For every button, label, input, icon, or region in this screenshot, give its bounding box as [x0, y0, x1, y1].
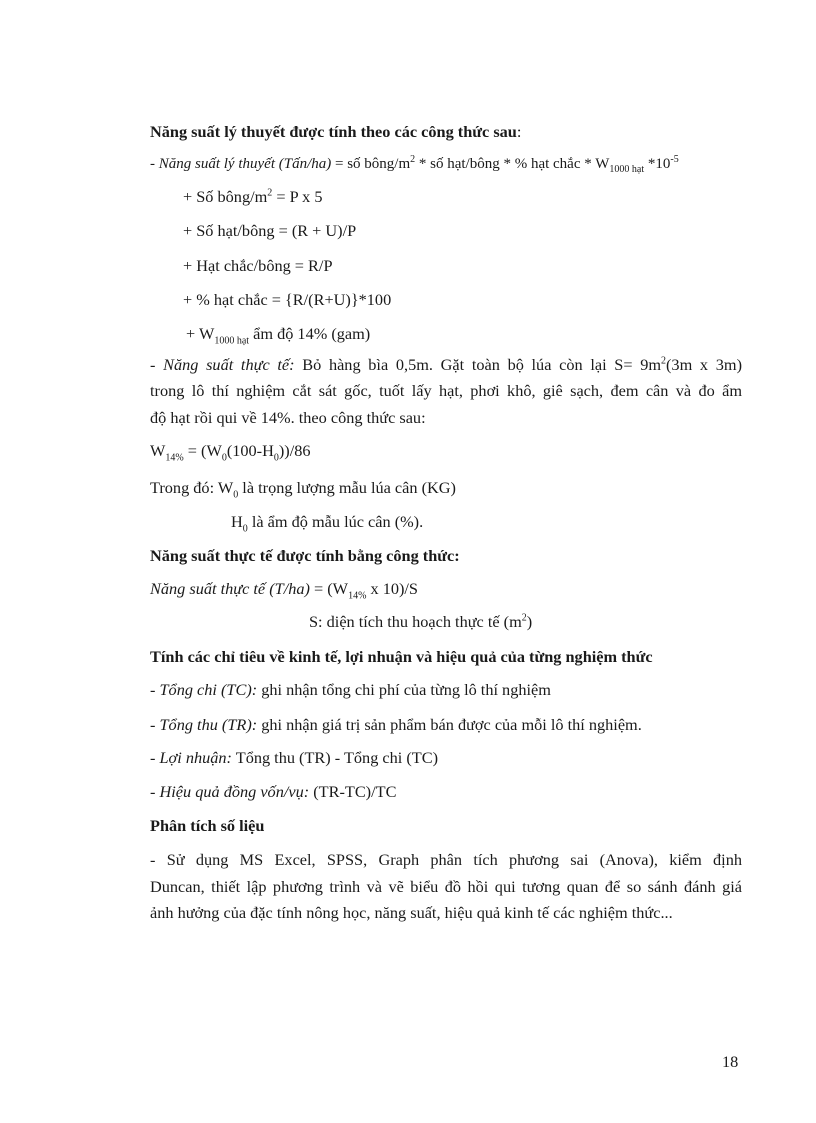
item-percent-filled: + % hạt chắc = {R/(R+U)}*100 [183, 290, 392, 309]
item-w1000: + $W_{1000 hạt}$ ẩm độ 14% (gam) [186, 324, 371, 347]
item-panicles-per-m2: + Số bông/$m^2 = P$ x 5 [183, 187, 323, 206]
item-total-revenue: - Tổng thu (TR): ghi nhận giá trị sản phẩm bán được của mỗi lô thí nghiệm. [150, 715, 642, 734]
item-profit: - Lợi nhuận: Tổng thu (TR) - Tổng chi (TC) [150, 748, 439, 767]
heading-data-analysis: Phân tích số liệu [150, 816, 265, 835]
item-filled-grains: + Hạt chắc/bông = R/P [183, 256, 333, 275]
heading-economic-indicators: Tính các chỉ tiêu về kinh tế, lợi nhuận và hiệu quả của từng nghiệm thức [150, 647, 653, 666]
paragraph-analysis-line1: - Sử dụng MS Excel, SPSS, Graph phân tích phương sai (Anova), kiểm định [150, 850, 742, 869]
item-grains-per-panicle: + Số hạt/bông = (R + U)/P [183, 221, 357, 240]
paragraph-actual-yield-line1: - Năng suất thực tế: Bỏ hàng bìa 0,5m. Gặt toàn bộ lúa còn lại $S= 9m^2(3m$ x 3m) [150, 355, 742, 374]
formula-theoretical-yield: - Năng suất lý thuyết (Tấn/ha) = số bông/$m^2$ * số hạt/bông * % hạt chắc * $W_{1000 hạt}$ $*10^{-5}$ [150, 154, 679, 175]
paragraph-actual-yield-line2: trong lô thí nghiệm cắt sát gốc, tuốt lấy hạt, phơi khô, giê sạch, đem cân và đo ẩm [150, 381, 742, 400]
formula-area-definition: S: diện tích thu hoạch thực tế $(m^2)$ [309, 612, 533, 631]
heading-actual-yield: Năng suất thực tế được tính bằng công thức: [150, 546, 460, 565]
page-number: 18 [722, 1052, 739, 1071]
paragraph-actual-yield-line3: độ hạt rồi qui về 14%. theo công thức sau: [150, 408, 426, 427]
paragraph-analysis-line3: ảnh hưởng của đặc tính nông học, năng suất, hiệu quả kinh tế các nghiệm thức... [150, 903, 673, 922]
heading-theoretical-yield: Năng suất lý thuyết được tính theo các công thức sau: [150, 122, 522, 141]
item-total-cost: - Tổng chi (TC): ghi nhận tổng chi phí của từng lô thí nghiệm [150, 680, 551, 699]
paragraph-analysis-line2: Duncan, thiết lập phương trình và vẽ biểu đồ hồi qui tương quan để so sánh đánh giá [150, 877, 742, 896]
formula-actual-yield: Năng suất thực tế $(T/ha) = (W_{14\%}$ x 10)/S [150, 579, 418, 602]
where-h0: $H_0$ là ẩm độ mẫu lúc cân (%). [231, 512, 424, 535]
where-w0: Trong đó: $W_0$ là trọng lượng mẫu lúa cân (KG) [150, 478, 456, 501]
formula-w14: $W_{14\%} = (W_0(100-H_0))/86$ [150, 441, 311, 464]
item-capital-efficiency: - Hiệu quả đồng vốn/vụ: (TR-TC)/TC [150, 782, 397, 801]
